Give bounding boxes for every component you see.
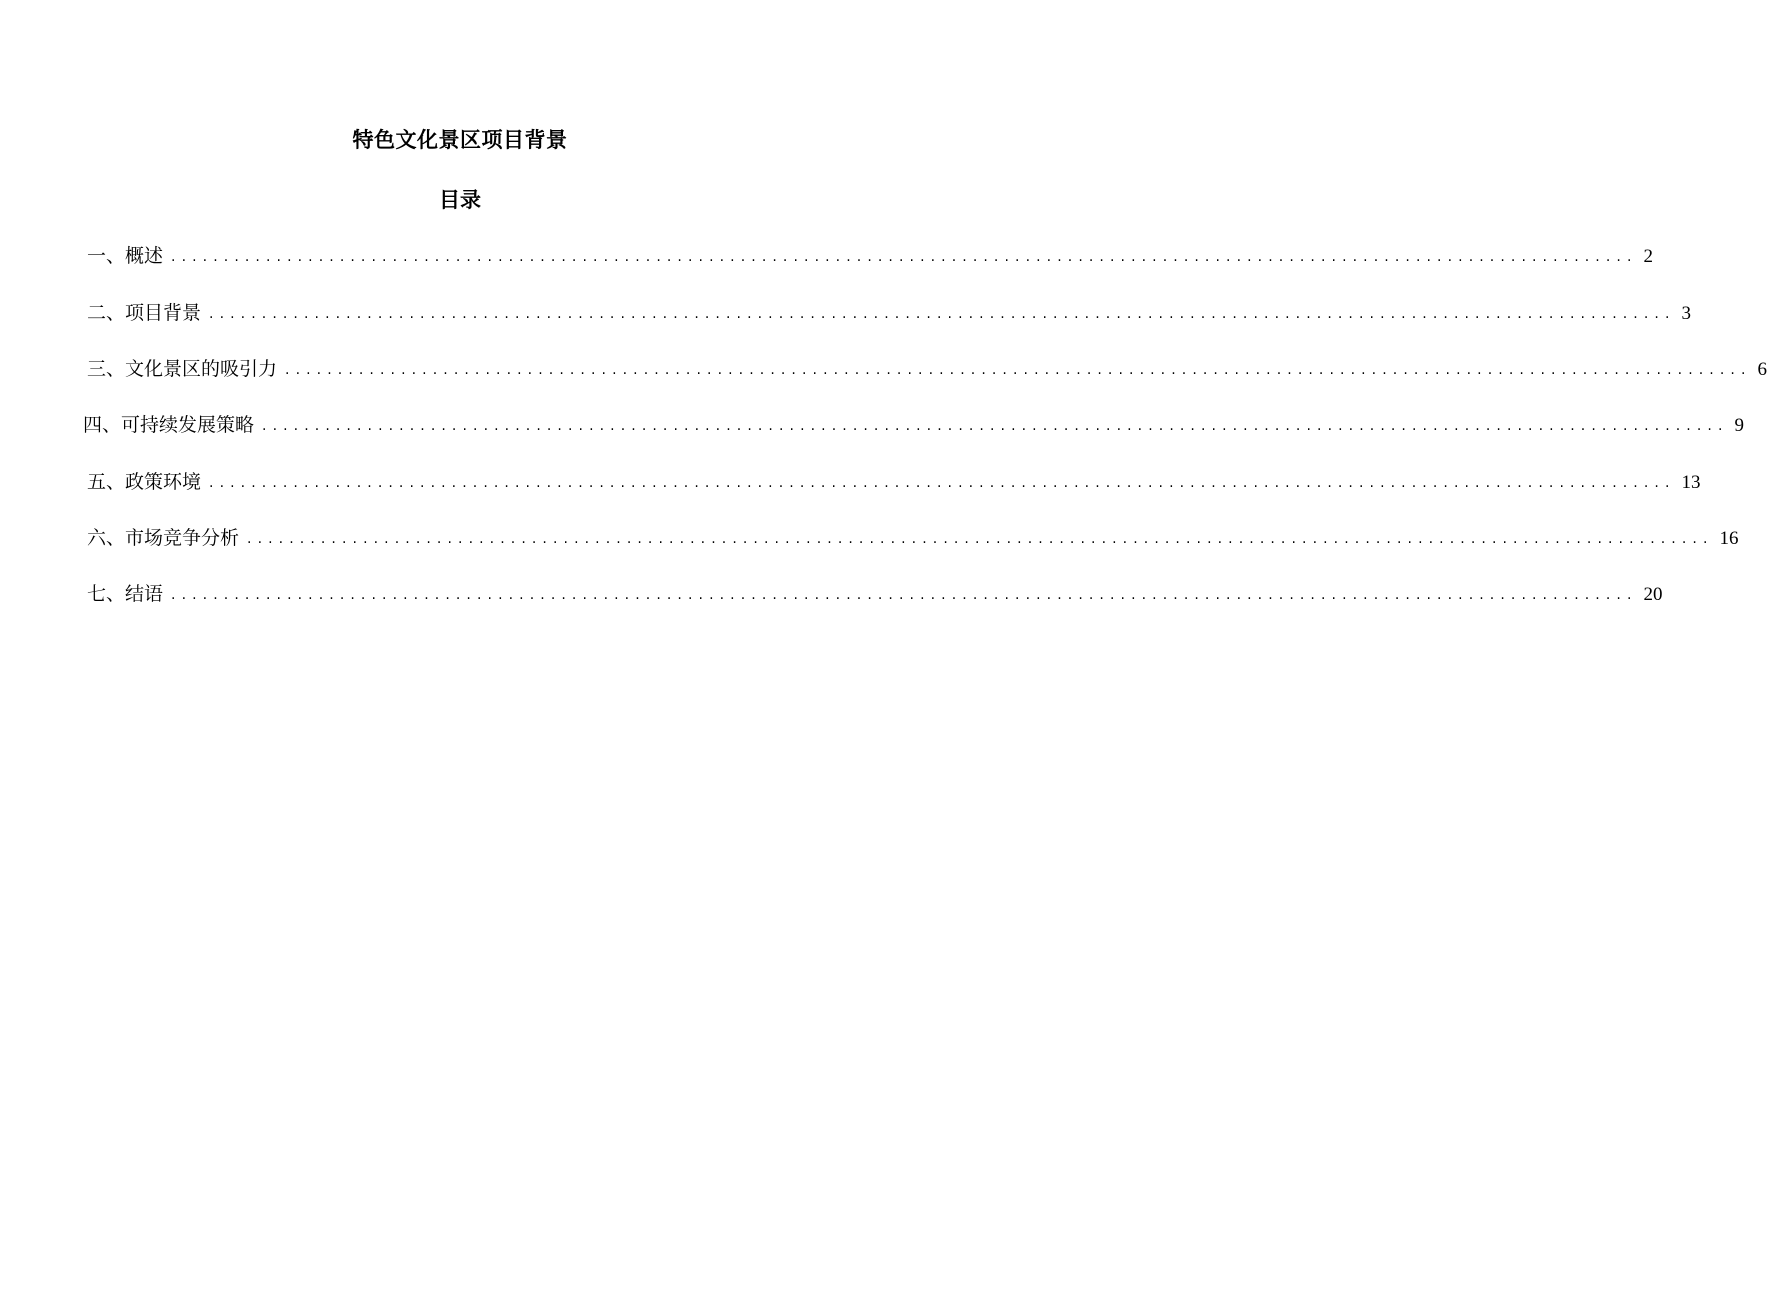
dot-leader: ...........................................................................................................................................	[171, 587, 1638, 603]
toc-entry-page-number: 16	[1719, 528, 1739, 549]
toc-entry-label: 一、概述	[87, 245, 164, 267]
dot-leader: ...........................................................................................................................................	[247, 531, 1714, 547]
dot-leader: ...........................................................................................................................................	[171, 249, 1638, 265]
dot-leader: ...........................................................................................................................................	[209, 475, 1676, 491]
document-title: 特色文化景区项目背景	[352, 127, 568, 152]
dot-leader: ...........................................................................................................................................	[285, 362, 1752, 378]
toc-entry-conclusion[interactable]	[87, 579, 1663, 609]
toc-entry-sustainability[interactable]	[83, 410, 1744, 440]
toc-entry-label: 五、政策环境	[87, 471, 202, 493]
dot-leader: ...........................................................................................................................................	[262, 418, 1729, 434]
dot-leader: ...........................................................................................................................................	[209, 306, 1676, 322]
toc-entry-policy[interactable]	[87, 467, 1701, 497]
toc-entry-label: 七、结语	[87, 583, 164, 605]
toc-entry-page-number: 9	[1734, 415, 1744, 436]
toc-entry-page-number: 2	[1643, 246, 1653, 267]
toc-entry-label: 三、文化景区的吸引力	[87, 358, 278, 380]
toc-entry-market[interactable]	[87, 523, 1739, 553]
toc-entry-page-number: 3	[1681, 303, 1691, 324]
toc-entry-label: 二、项目背景	[87, 302, 202, 324]
toc-entry-page-number: 20	[1643, 584, 1663, 605]
toc-entry-attraction[interactable]	[87, 354, 1767, 384]
toc-entry-label: 六、市场竞争分析	[87, 527, 240, 549]
toc-entry-page-number: 6	[1757, 359, 1767, 380]
toc-entry-project-background[interactable]	[87, 298, 1691, 328]
toc-heading: 目录	[439, 187, 481, 212]
toc-entry-overview[interactable]	[87, 241, 1653, 271]
toc-entry-page-number: 13	[1681, 472, 1701, 493]
toc-entry-label: 四、可持续发展策略	[83, 414, 255, 436]
